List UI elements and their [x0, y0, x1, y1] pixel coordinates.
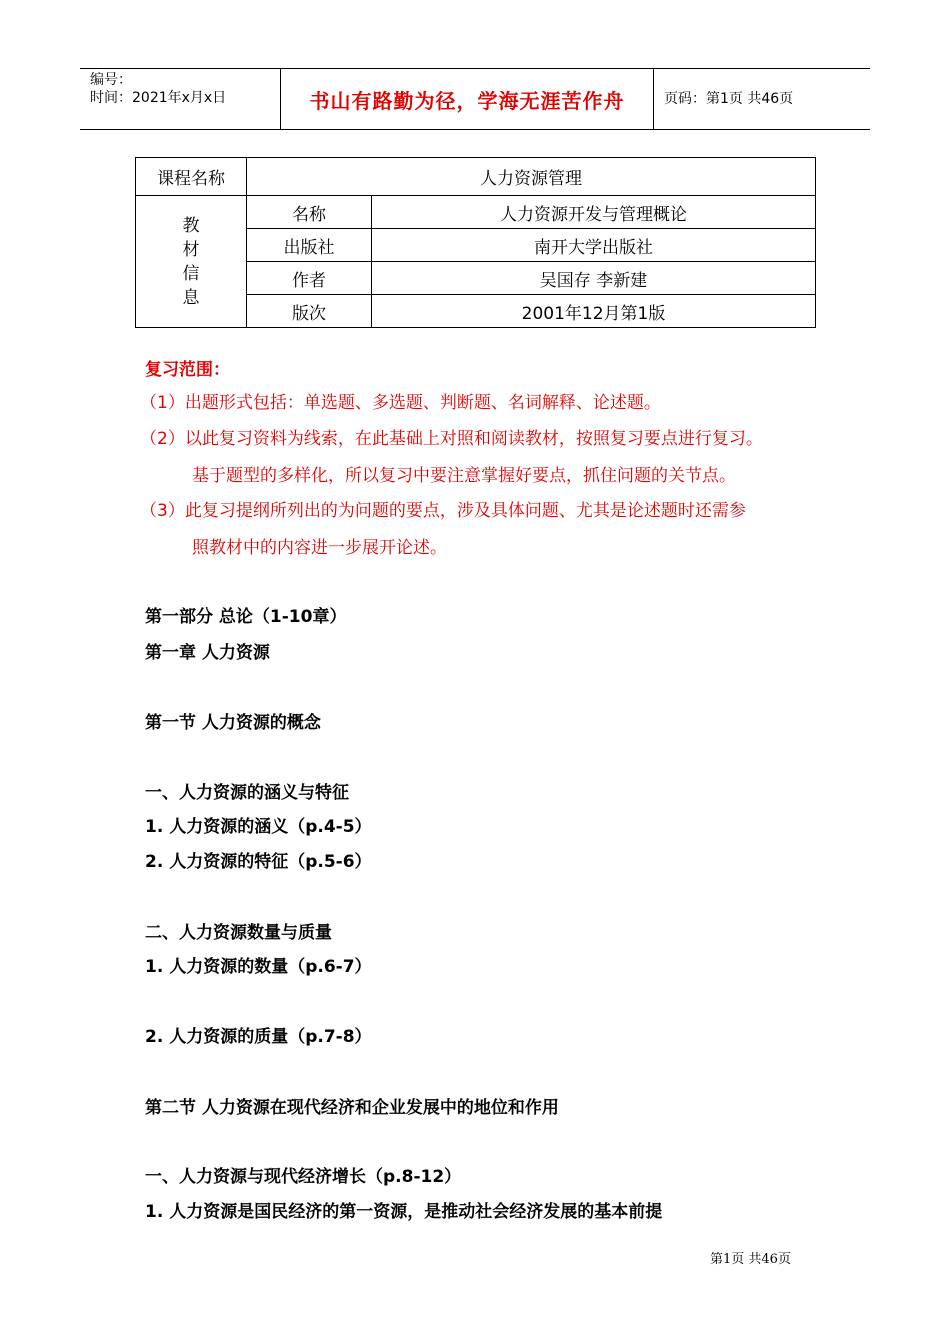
textbook-field-label: 出版社: [247, 229, 372, 262]
textbook-field-value: 南开大学出版社: [372, 229, 816, 262]
document-number-label: 编号：: [90, 72, 132, 88]
outline-subsection-heading: 一、人力资源与现代经济增长（p.8-12）: [145, 1167, 462, 1187]
header-page-label: 页码：第1页 共46页: [664, 91, 794, 107]
review-item: （3）此复习提纲所列出的为问题的要点，涉及具体问题、尤其是论述题时还需参: [140, 501, 746, 521]
outline-chapter-heading: 第一章 人力资源: [145, 643, 270, 663]
textbook-field-label: 名称: [247, 196, 372, 229]
header-page-cell: [654, 69, 870, 129]
textbook-row: [136, 196, 816, 229]
outline-item: 1. 人力资源的数量（p.6-7）: [145, 957, 372, 977]
page-footer: 第1页 共46页: [710, 1252, 791, 1267]
textbook-field-label: 作者: [247, 262, 372, 295]
outline-section-heading: 第二节 人力资源在现代经济和企业发展中的地位和作用: [145, 1098, 559, 1118]
header-meta-cell: [80, 69, 281, 129]
outline-section-heading: 第一节 人力资源的概念: [145, 713, 321, 733]
course-info-table: [135, 157, 816, 328]
textbook-field-value: 吴国存 李新建: [372, 262, 816, 295]
outline-subsection-heading: 一、人力资源的涵义与特征: [145, 783, 349, 803]
textbook-label-char: 息: [182, 287, 200, 308]
course-name-label: 课程名称: [136, 158, 247, 196]
review-item: 照教材中的内容进一步展开论述。: [192, 538, 447, 558]
outline-item: 1. 人力资源是国民经济的第一资源，是推动社会经济发展的基本前提: [145, 1202, 663, 1222]
outline-item: 1. 人力资源的涵义（p.4-5）: [145, 817, 372, 837]
textbook-info-label: [136, 196, 247, 328]
textbook-field-value: 2001年12月第1版: [372, 295, 816, 328]
review-item: （2）以此复习资料为线索，在此基础上对照和阅读教材，按照复习要点进行复习。: [140, 429, 763, 449]
course-name-value: 人力资源管理: [247, 158, 816, 196]
review-item: （1）出题形式包括：单选题、多选题、判断题、名词解释、论述题。: [140, 393, 661, 413]
document-time-label: 时间：2021年x月x日: [90, 90, 227, 106]
outline-item: 2. 人力资源的特征（p.5-6）: [145, 852, 372, 872]
outline-subsection-heading: 二、人力资源数量与质量: [145, 923, 332, 943]
outline-item: 2. 人力资源的质量（p.7-8）: [145, 1027, 372, 1047]
textbook-label-char: 教: [182, 215, 200, 236]
textbook-label-char: 材: [182, 239, 200, 260]
outline-part-heading: 第一部分 总论（1-10章）: [145, 607, 347, 627]
header-motto: 书山有路勤为径，学海无涯苦作舟: [309, 88, 625, 113]
textbook-field-value: 人力资源开发与管理概论: [372, 196, 816, 229]
header-motto-cell: [281, 69, 654, 129]
course-name-row: [136, 158, 816, 196]
review-title: 复习范围：: [145, 360, 230, 380]
review-item: 基于题型的多样化，所以复习中要注意掌握好要点，抓住问题的关节点。: [192, 466, 736, 486]
page-header: [80, 68, 870, 130]
textbook-field-label: 版次: [247, 295, 372, 328]
textbook-label-char: 信: [182, 263, 200, 284]
